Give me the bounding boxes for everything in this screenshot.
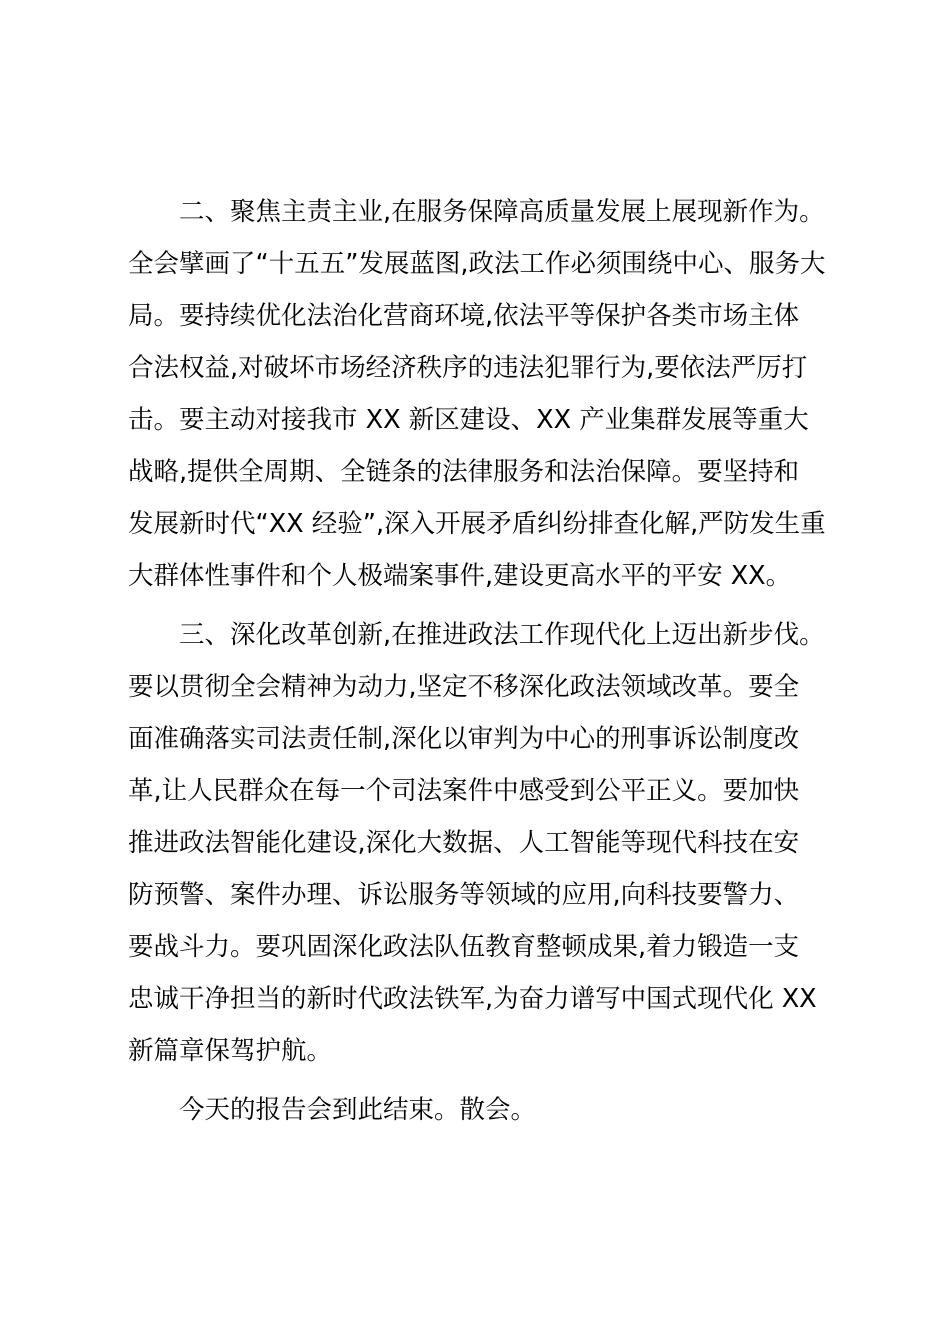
paragraph-line: 新篇章保驾护航。 xyxy=(128,1036,333,1066)
paragraph-line: 推进政法智能化建设,深化大数据、人工智能等现代科技在安 xyxy=(128,828,800,858)
paragraph-line: 要战斗力。要巩固深化政法队伍教育整顿成果,着力锻造一支 xyxy=(128,932,800,962)
closing-paragraph xyxy=(128,1084,818,1136)
document-body xyxy=(128,186,826,1136)
paragraph-line: 发展新时代“XX 经验”,深入开展矛盾纠纷排查化解,严防发生重 xyxy=(128,509,826,539)
paragraph-line: 三、深化改革创新,在推进政法工作现代化上迈出新步伐。 xyxy=(179,620,825,650)
paragraph-line: 今天的报告会到此结束。散会。 xyxy=(179,1095,537,1125)
paragraph-line: 防预警、案件办理、诉讼服务等领域的应用,向科技要警力、 xyxy=(128,880,800,910)
paragraph-2 xyxy=(128,186,826,602)
paragraph-line: 忠诚干净担当的新时代政法铁军,为奋力谱写中国式现代化 XX xyxy=(128,984,817,1014)
paragraph-line: 面准确落实司法责任制,深化以审判为中心的刑事诉讼制度改 xyxy=(128,724,800,754)
paragraph-line: 战略,提供全周期、全链条的法律服务和法治保障。要坚持和 xyxy=(128,457,800,487)
paragraph-line: 击。要主动对接我市 XX 新区建设、XX 产业集群发展等重大 xyxy=(128,405,809,435)
paragraph-line: 局。要持续优化法治化营商环境,依法平等保护各类市场主体 xyxy=(128,301,800,331)
paragraph-3 xyxy=(128,609,825,1077)
paragraph-line: 要以贯彻全会精神为动力,坚定不移深化政法领域改革。要全 xyxy=(128,672,800,702)
paragraph-gap xyxy=(128,1077,818,1084)
paragraph-line: 二、聚焦主责主业,在服务保障高质量发展上展现新作为。 xyxy=(179,197,825,227)
paragraph-line: 革,让人民群众在每一个司法案件中感受到公平正义。要加快 xyxy=(128,776,800,806)
paragraph-gap xyxy=(128,602,818,609)
paragraph-line: 全会擘画了“十五五”发展蓝图,政法工作必须围绕中心、服务大 xyxy=(128,249,826,279)
paragraph-line: 合法权益,对破坏市场经济秩序的违法犯罪行为,要依法严厉打 xyxy=(128,353,808,383)
paragraph-line: 大群体性事件和个人极端案事件,建设更高水平的平安 XX。 xyxy=(128,561,792,591)
